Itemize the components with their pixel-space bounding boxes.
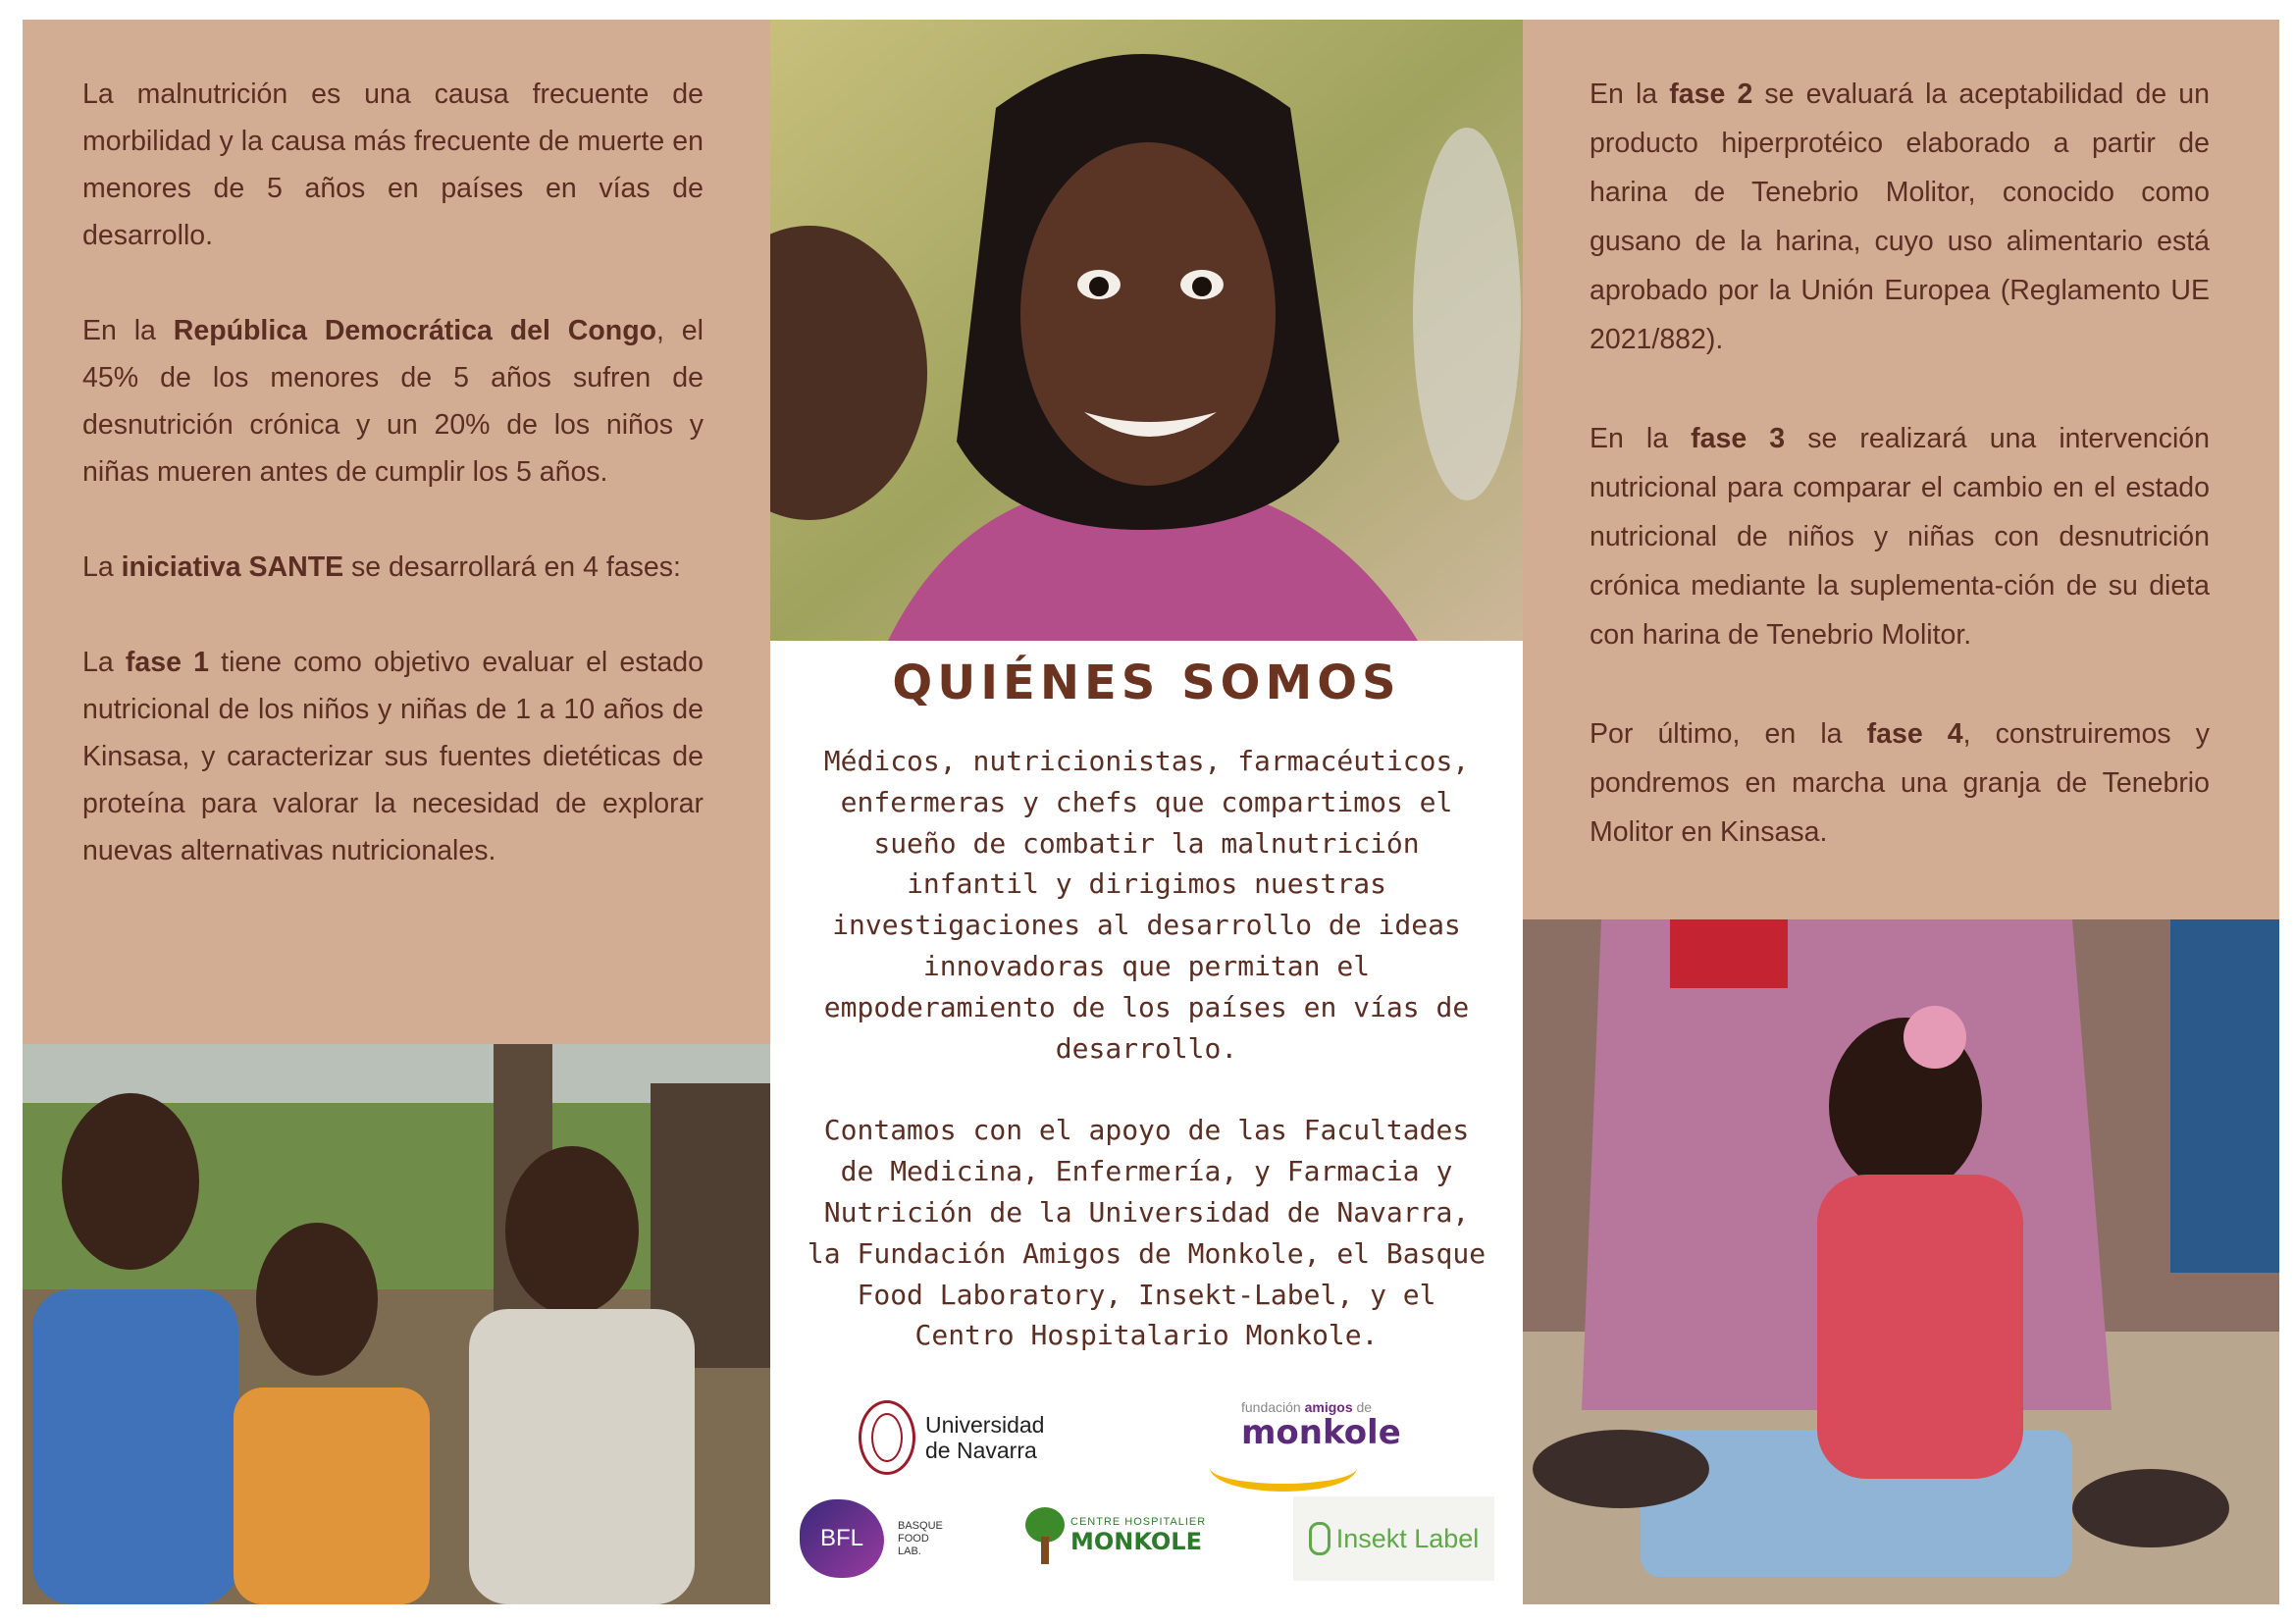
left-paragraph-3 xyxy=(82,544,704,591)
tree-icon xyxy=(1025,1507,1065,1564)
amigos-small-post: de xyxy=(1356,1399,1373,1415)
left-paragraph-1 xyxy=(82,71,704,259)
bfl-line-1: BASQUE xyxy=(898,1519,943,1532)
right-column-text xyxy=(1590,70,2210,907)
right-p2-post: se realizará una intervención nutricional para comparar el cambio en el estado nutricional de niños y niñas con desnutrición crónica mediante la suplementa-ción de su dieta con harina de Tenebrio Molitor. xyxy=(1590,423,2211,651)
left-paragraph-4 xyxy=(82,639,704,874)
left-p3-bold: iniciativa SANTE xyxy=(121,551,344,583)
left-p3-post: se desarrollará en 4 fases: xyxy=(343,551,681,583)
smile-arc-icon xyxy=(1210,1444,1357,1492)
unav-line-1: Universidad xyxy=(925,1412,1045,1438)
left-paragraph-2 xyxy=(82,307,704,496)
left-p3-pre: La xyxy=(82,551,122,583)
photo-three-children-drawing xyxy=(23,1044,770,1604)
right-paragraph-3 xyxy=(1590,709,2210,857)
right-paragraph-2 xyxy=(1590,414,2210,659)
photo-baby-on-scale-drawing xyxy=(1523,919,2279,1604)
unav-text xyxy=(925,1412,1044,1463)
left-p4-post: tiene como objetivo evaluar el estado nutricional de los niños y niñas de 1 a 10 años de Kinsasa, y caracterizar sus fuentes dietéticas de proteína para valorar la necesidad de explorar nuevas alternativas nutricionales. xyxy=(82,647,704,866)
monkole-line-2: MONKOLE xyxy=(1070,1528,1202,1555)
amigos-small-bold: amigos xyxy=(1304,1399,1353,1415)
insekt-label-logo xyxy=(1293,1496,1494,1581)
left-p2-pre: En la xyxy=(82,315,174,346)
center-paragraph-1: Médicos, nutricionistas, farmacéuticos, enfermeras y chefs que compartimos el sueño de combatir la malnutrición infantil y dirigimos nuestras investigaciones al desarrollo de ideas innovadoras que permitan el empoderamiento de los países en vías de desarrollo. xyxy=(823,745,1470,1065)
university-seal-icon xyxy=(859,1400,915,1475)
photo-baby-on-scale xyxy=(1523,919,2279,1604)
insekt-label-text: Insekt Label xyxy=(1335,1523,1480,1553)
bfl-text xyxy=(898,1520,943,1558)
center-column-text xyxy=(805,741,1488,1397)
photo-smiling-girl-drawing xyxy=(770,20,1523,641)
right-p1-pre: En la xyxy=(1590,79,1670,110)
bfl-mark: BFL xyxy=(800,1499,884,1578)
left-p4-bold: fase 1 xyxy=(125,647,209,678)
right-p3-post: , construiremos y pondremos en marcha una granja de Tenebrio Molitor en Kinsasa. xyxy=(1590,718,2211,848)
amigos-de-monkole-logo xyxy=(1202,1395,1408,1484)
photo-smiling-girl xyxy=(770,20,1523,641)
unav-line-2: de Navarra xyxy=(925,1438,1037,1463)
amigos-small-pre: fundación xyxy=(1241,1399,1301,1415)
photo-three-children xyxy=(23,1044,770,1604)
centre-hospitalier-monkole-logo xyxy=(1025,1501,1222,1570)
left-p4-pre: La xyxy=(82,647,126,678)
left-p2-bold: República Democrática del Congo xyxy=(173,315,657,346)
right-p3-bold: fase 4 xyxy=(1866,718,1963,750)
basque-food-lab-logo xyxy=(800,1496,966,1581)
center-paragraph-2: Contamos con el apoyo de las Facultades de Medicina, Enfermería, y Farmacia y Nutrición de la Universidad de Navarra, la Fundación Amigos de Monkole, el Basque Food Laboratory, Insekt-Label, y el Centro Hospitalario Monkole. xyxy=(807,1114,1487,1352)
left-p2-post: , el 45% de los menores de 5 años sufren de desnutrición crónica y un 20% de los niños y niñas mueren antes de cumplir los 5 años. xyxy=(82,315,704,488)
bfl-line-2: FOOD xyxy=(898,1532,929,1545)
right-p1-post: se evaluará la aceptabilidad de un producto hiperprotéico elaborado a partir de harina de Tenebrio Molitor, conocido como gusano de la harina, cuyo uso alimentario está aprobado por la Unión Europea (Reglamento UE 2021/882). xyxy=(1590,79,2210,355)
insect-icon xyxy=(1309,1522,1330,1555)
monkole-text xyxy=(1070,1516,1206,1555)
right-p2-bold: fase 3 xyxy=(1691,423,1786,454)
left-p1-text: La malnutrición es una causa frecuente de morbilidad y la causa más frecuente de muerte en menores de 5 años en países en vías de desarrollo. xyxy=(82,79,704,251)
bfl-line-3: LAB. xyxy=(898,1545,921,1557)
monkole-line-1: CENTRE HOSPITALIER xyxy=(1070,1516,1207,1528)
amigos-big-text: monkole xyxy=(1241,1413,1401,1452)
right-p3-pre: Por último, en la xyxy=(1590,718,1867,750)
right-p2-pre: En la xyxy=(1590,423,1692,454)
section-title: QUIÉNES SOMOS xyxy=(892,655,1401,710)
right-paragraph-1 xyxy=(1590,70,2210,364)
left-column-text xyxy=(82,71,704,922)
right-p1-bold: fase 2 xyxy=(1669,79,1753,110)
universidad-de-navarra-logo xyxy=(859,1393,1055,1482)
